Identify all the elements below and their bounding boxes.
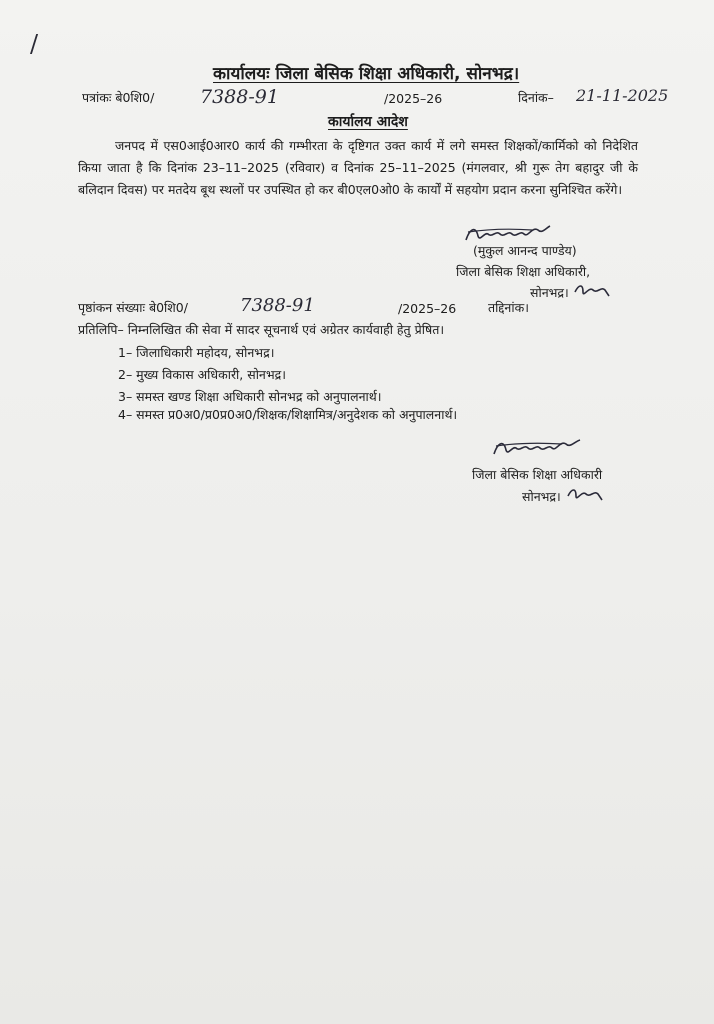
margin-mark: /	[30, 30, 39, 58]
order-body-paragraph: जनपद में एस0आई0आर0 कार्य की गम्भीरता के दृष्टिगत उक्त कार्य में लगे समस्त शिक्षकों/कार्मिको को निदेशित किया जाता है कि दिनांक 23–11–2025 (रविवार) व दिनांक 25–11–2025 (मंगलवार, श्री गुरू तेग बहादुर जी के बलिदान दिवस) पर मतदेय बूथ स्थलों पर उपस्थित हो कर बी0एल0ओ0 के कार्यों में सहयोग प्रदान करना सुनिश्चित करेंगे।	[78, 138, 638, 197]
initials-1-image	[573, 280, 611, 300]
copy-list-item: 1– जिलाधिकारी महोदय, सोनभद्र।	[118, 345, 275, 360]
date-label: दिनांक–	[518, 90, 554, 105]
signature-2-image	[490, 434, 582, 462]
signatory-2-designation: जिला बेसिक शिक्षा अधिकारी	[472, 467, 603, 482]
endorsement-number-handwritten: 7388-91	[240, 295, 315, 316]
signatory-place: सोनभद्र।	[530, 285, 569, 300]
date-handwritten: 21-11-2025	[576, 86, 669, 105]
endorsement-year: /2025–26	[398, 301, 457, 316]
initials-2-image	[566, 484, 604, 504]
order-title: कार्यालय आदेश	[328, 114, 408, 130]
ref-number-handwritten: 7388-91	[200, 86, 279, 108]
copy-to-heading: प्रतिलिपि– निम्नलिखित की सेवा में सादर सूचनार्थ एवं अग्रेतर कार्यवाही हेतु प्रेषित।	[78, 322, 445, 337]
ref-label: पत्रांकः बे0शि0/	[82, 90, 155, 105]
ref-year: /2025–26	[384, 91, 443, 106]
copy-list-item: 2– मुख्य विकास अधिकारी, सोनभद्र।	[118, 367, 287, 382]
copy-list-item: 4– समस्त प्र0अ0/प्र0प्र0अ0/शिक्षक/शिक्षामित्र/अनुदेशक को अनुपालनार्थ।	[118, 407, 458, 422]
signatory-name: (मुकुल आनन्द पाण्डेय)	[473, 243, 577, 258]
endorsement-label: पृष्ठांकन संख्याः बे0शि0/	[78, 300, 188, 315]
signatory-2-place: सोनभद्र।	[522, 489, 561, 504]
office-title: कार्यालयः जिला बेसिक शिक्षा अधिकारी, सोनभद्र।	[213, 64, 520, 84]
signatory-designation: जिला बेसिक शिक्षा अधिकारी,	[456, 264, 591, 279]
endorsement-same-date: तद्दिनांक।	[488, 300, 529, 315]
copy-list-item: 3– समस्त खण्ड शिक्षा अधिकारी सोनभद्र को अनुपालनार्थ।	[118, 389, 382, 404]
